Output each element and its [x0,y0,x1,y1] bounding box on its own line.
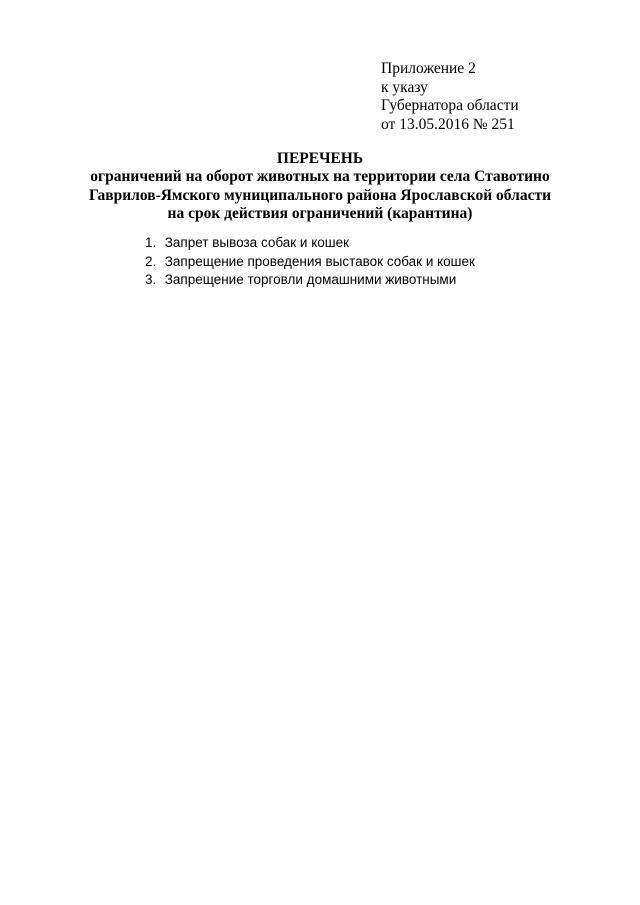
list-item-number: 2. [145,253,157,269]
subtitle-line: на срок действия ограничений (карантина) [167,205,473,222]
list-item-number: 3. [145,272,157,287]
appendix-line: Приложение 2 [381,60,476,77]
list-item-text: Запрещение проведения выставок собак и кошек [164,253,475,269]
appendix-line: Губернатора области [381,97,519,114]
appendix-line: от 13.05.2016 № 251 [381,115,515,133]
document-subtitle [0,168,640,224]
restrictions-list [145,234,475,290]
appendix-reference [381,60,621,134]
subtitle-line: ограничений на оборот животных на территории села Ставотино [90,168,550,185]
subtitle-line: Гаврилов-Ямского муниципального района Ярославской области [88,186,552,204]
document-title: ПЕРЕЧЕНЬ [276,150,364,167]
list-item-text: Запрещение торговли домашними животными [164,272,457,287]
list-item [145,253,475,272]
appendix-line: к указу [381,78,428,96]
list-item [145,234,475,253]
list-item-text: Запрет вывоза собак и кошек [164,235,350,250]
list-item-number: 1. [145,235,157,250]
list-item [145,271,475,290]
